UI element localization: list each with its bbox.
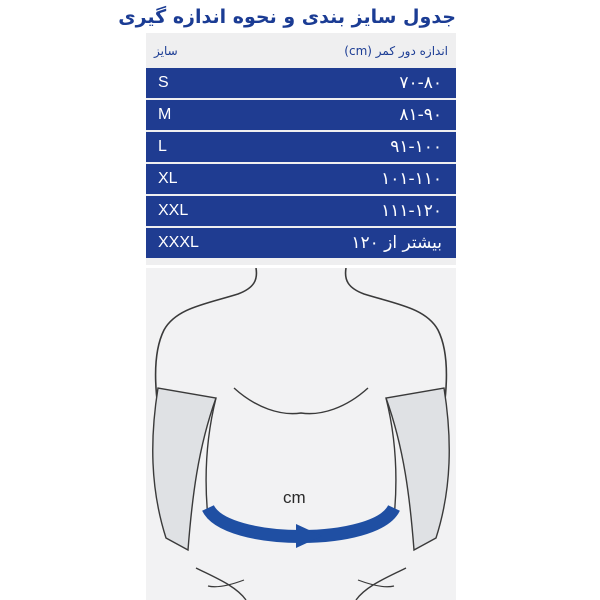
size-cell: XL (158, 170, 178, 187)
table-header (146, 38, 456, 66)
range-cell: ۸۱-۹۰ (399, 105, 442, 125)
size-cell: XXL (158, 202, 189, 219)
page-title: جدول سایز بندی و نحوه اندازه گیری (118, 6, 456, 28)
range-cell: ۱۰۱-۱۱۰ (381, 169, 442, 189)
table-row (146, 132, 456, 162)
table-row (146, 164, 456, 194)
size-column-header: سایز (154, 44, 178, 58)
range-cell: ۹۱-۱۰۰ (390, 137, 442, 157)
table-row (146, 196, 456, 226)
range-cell: ۷۰-۸۰ (399, 73, 442, 93)
range-cell: بیشتر از ۱۲۰ (351, 233, 442, 253)
unit-label: cm (283, 488, 306, 507)
waist-column-header: اندازه دور کمر (cm) (344, 44, 448, 58)
torso-illustration (146, 268, 456, 600)
size-cell: L (158, 138, 167, 155)
size-cell: S (158, 74, 169, 91)
range-cell: ۱۱۱-۱۲۰ (381, 201, 442, 221)
size-cell: XXXL (158, 234, 199, 251)
table-row (146, 100, 456, 130)
size-table (146, 68, 456, 260)
size-cell: M (158, 106, 172, 123)
torso-figure-svg (146, 268, 456, 600)
table-row (146, 68, 456, 98)
table-row (146, 228, 456, 258)
